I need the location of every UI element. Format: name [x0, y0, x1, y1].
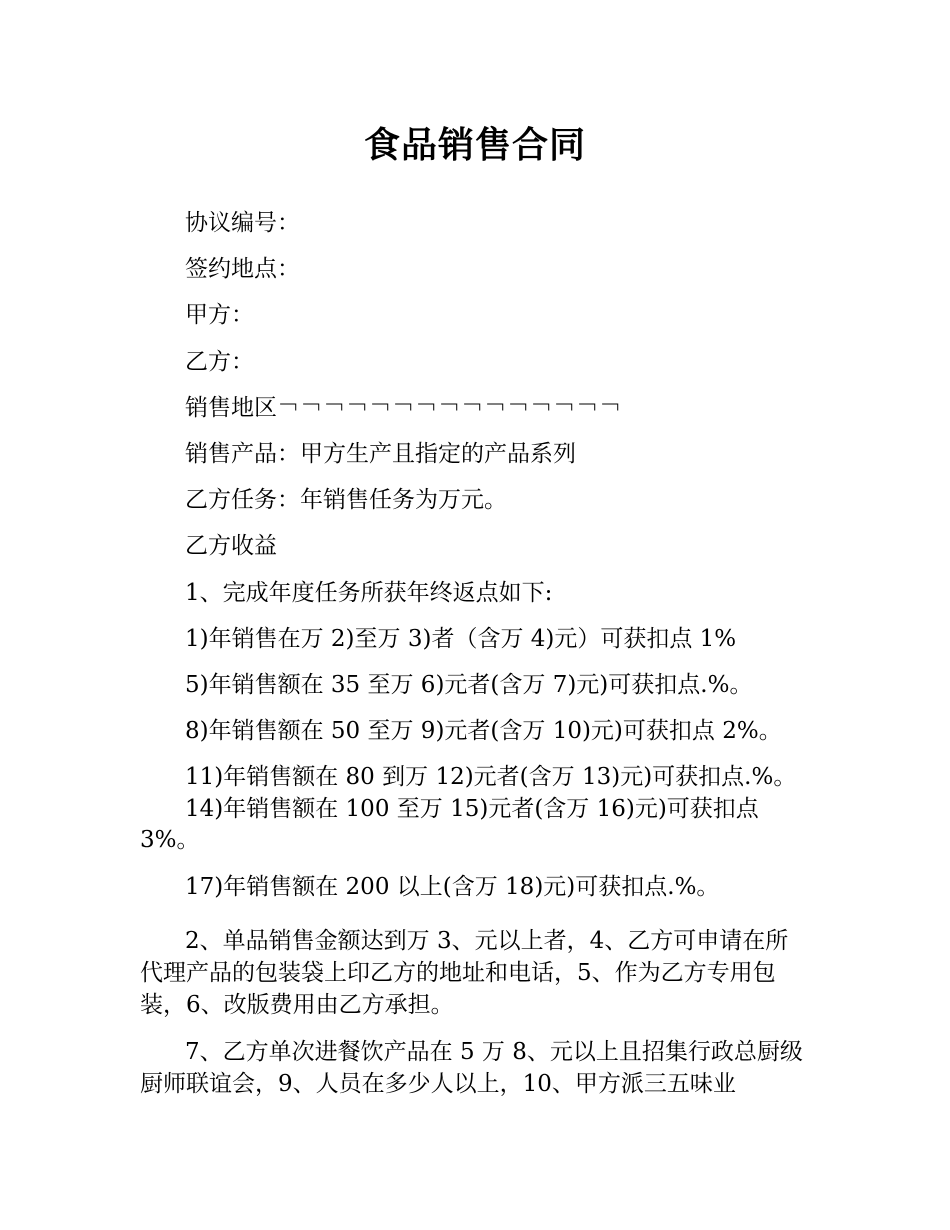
- document-title: 食品销售合同: [363, 125, 586, 166]
- rebate-tier-line: 8)年销售额在 50 至万 9)元者(含万 10)元)可获扣点 2%。: [185, 718, 782, 745]
- agreement-number-line: 协议编号：: [185, 210, 300, 236]
- party-b-revenue-heading: 乙方收益: [185, 533, 277, 560]
- rebate-tier-line: 1)年销售在万 2)至万 3)者（含万 4)元）可获扣点 1%: [185, 625, 737, 652]
- rebate-tier-line: 17)年销售额在 200 以上(含万 18)元)可获扣点.%。: [185, 874, 720, 901]
- document-body: [140, 200, 810, 1115]
- rebate-tier-line: 11)年销售额在 80 到万 12)元者(含万 13)元)可获扣点.%。: [185, 764, 797, 791]
- rebate-tier-paragraph: 14)年销售额在 100 至万 15)元者(含万 16)元)可获扣点 3%。: [140, 796, 759, 854]
- sales-product-line: 销售产品：甲方生产且指定的产品系列: [185, 440, 576, 467]
- signing-place-line: 签约地点：: [185, 256, 300, 283]
- rebate-tier-line: 5)年销售额在 35 至万 6)元者(含万 7)元)可获扣点.%。: [185, 671, 753, 698]
- party-b-task-line: 乙方任务：年销售任务为万元。: [185, 487, 507, 514]
- party-b-line: 乙方：: [185, 348, 254, 375]
- party-a-line: 甲方：: [185, 302, 254, 329]
- packaging-clause-paragraph: 2、单品销售金额达到万 3、元以上者，4、乙方可申请在所代理产品的包装袋上印乙方的地址和电话，5、作为乙方专用包装，6、改版费用由乙方承担。: [140, 927, 789, 1018]
- year-end-rebate-line: 1、完成年度任务所获年终返点如下:: [185, 579, 553, 606]
- sales-region-line: 销售地区￢￢￢￢￢￢￢￢￢￢￢￢￢￢￢: [185, 394, 622, 421]
- catering-clause-paragraph: 7、乙方单次进餐饮产品在 5 万 8、元以上且招集行政总厨级厨师联谊会，9、人员在多少人以上，10、甲方派三五味业: [140, 1038, 803, 1097]
